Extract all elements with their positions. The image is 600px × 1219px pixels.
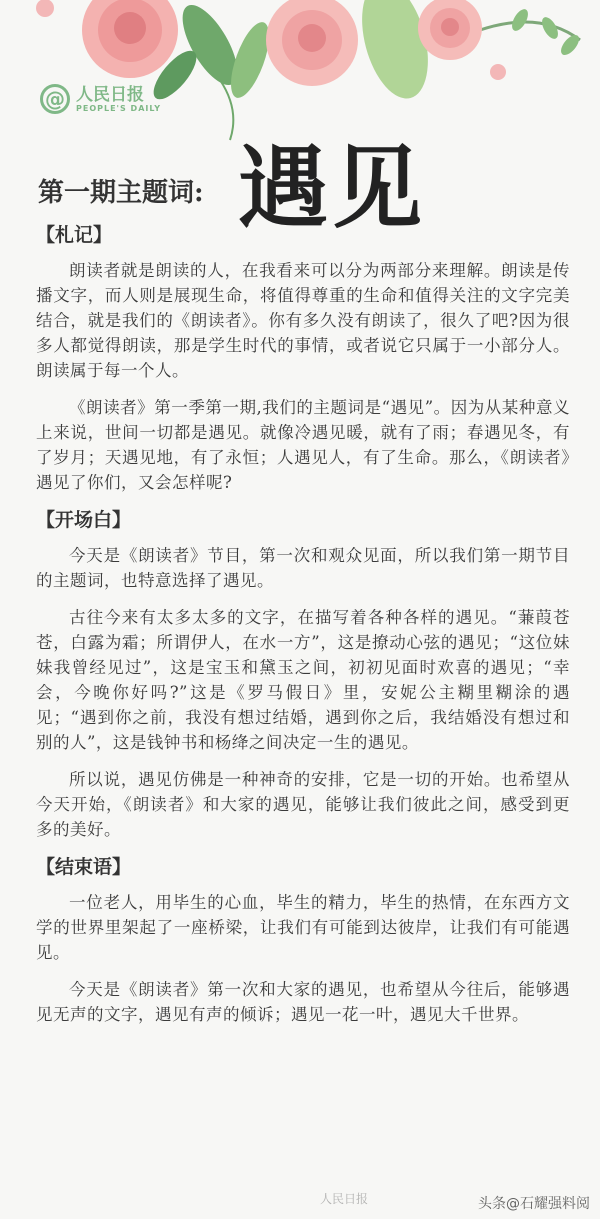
source-watermark: 头条@石耀强料阅	[478, 1196, 590, 1212]
people-daily-logo	[40, 84, 161, 114]
paragraph: 朗读者就是朗读的人，在我看来可以分为两部分来理解。朗读是传播文字，而人则是展现生命，将值得尊重的生命和值得关注的文字完美结合，就是我们的《朗读者》。你有多久没有朗读了，很久了吧?因为很多人都觉得朗读，那是学生时代的事情，或者说它只属于一小部分人。朗读属于每一个人。	[36, 261, 570, 380]
section-closing	[36, 854, 570, 1027]
center-watermark: 人民日报	[320, 1192, 369, 1206]
paragraph: 《朗读者》第一季第一期,我们的主题词是“遇见”。因为从某种意义上来说，世间一切都是遇见。就像冷遇见暖，就有了雨；春遇见冬，有了岁月；天遇见地，有了永恒；人遇见人，有了生命。那么，《朗读者》遇见了你们，又会怎样呢?	[36, 398, 570, 492]
paragraph: 一位老人，用毕生的心血，毕生的精力，毕生的热情，在东西方文学的世界里架起了一座桥梁，让我们有可能到达彼岸，让我们有可能遇见。	[36, 893, 570, 962]
title-word: 遇见	[238, 135, 426, 241]
logo-english: PEOPLE'S DAILY	[76, 103, 162, 113]
paragraph: 古往今来有太多太多的文字，在描写着各种各样的遇见。“蒹葭苍苍，白露为霜；所谓伊人，在水一方”，这是撩动心弦的遇见；“这位妹妹我曾经见过”，这是宝玉和黛玉之间，初初见面时欢喜的遇见；“幸会，今晚你好吗?”这是《罗马假日》里，安妮公主糊里糊涂的遇见；“遇到你之前，我没有想过结婚，遇到你之后，我结婚没有想过和别的人”，这是钱钟书和杨绛之间决定一生的遇见。	[36, 608, 570, 752]
article-body	[36, 218, 570, 1039]
section-heading: 【开场白】	[36, 509, 132, 531]
paragraph: 今天是《朗读者》节目，第一次和观众见面，所以我们第一期节目的主题词，也特意选择了遇见。	[36, 546, 570, 590]
logo-text	[76, 86, 161, 113]
paragraph: 所以说，遇见仿佛是一种神奇的安排，它是一切的开始。也希望从今天开始，《朗读者》和大家的遇见，能够让我们彼此之间，感受到更多的美好。	[36, 770, 570, 839]
section-opening	[36, 507, 570, 842]
paragraph: 今天是《朗读者》第一次和大家的遇见，也希望从今往后，能够遇见无声的文字，遇见有声的倾诉；遇见一花一叶，遇见大千世界。	[36, 980, 570, 1024]
logo-chinese: 人民日报	[76, 84, 144, 105]
section-heading: 【札记】	[36, 224, 113, 246]
section-heading: 【结束语】	[36, 856, 132, 878]
section-notes	[36, 222, 570, 495]
title-label: 第一期主题词:	[38, 178, 204, 208]
at-sign-icon: @	[40, 84, 70, 114]
